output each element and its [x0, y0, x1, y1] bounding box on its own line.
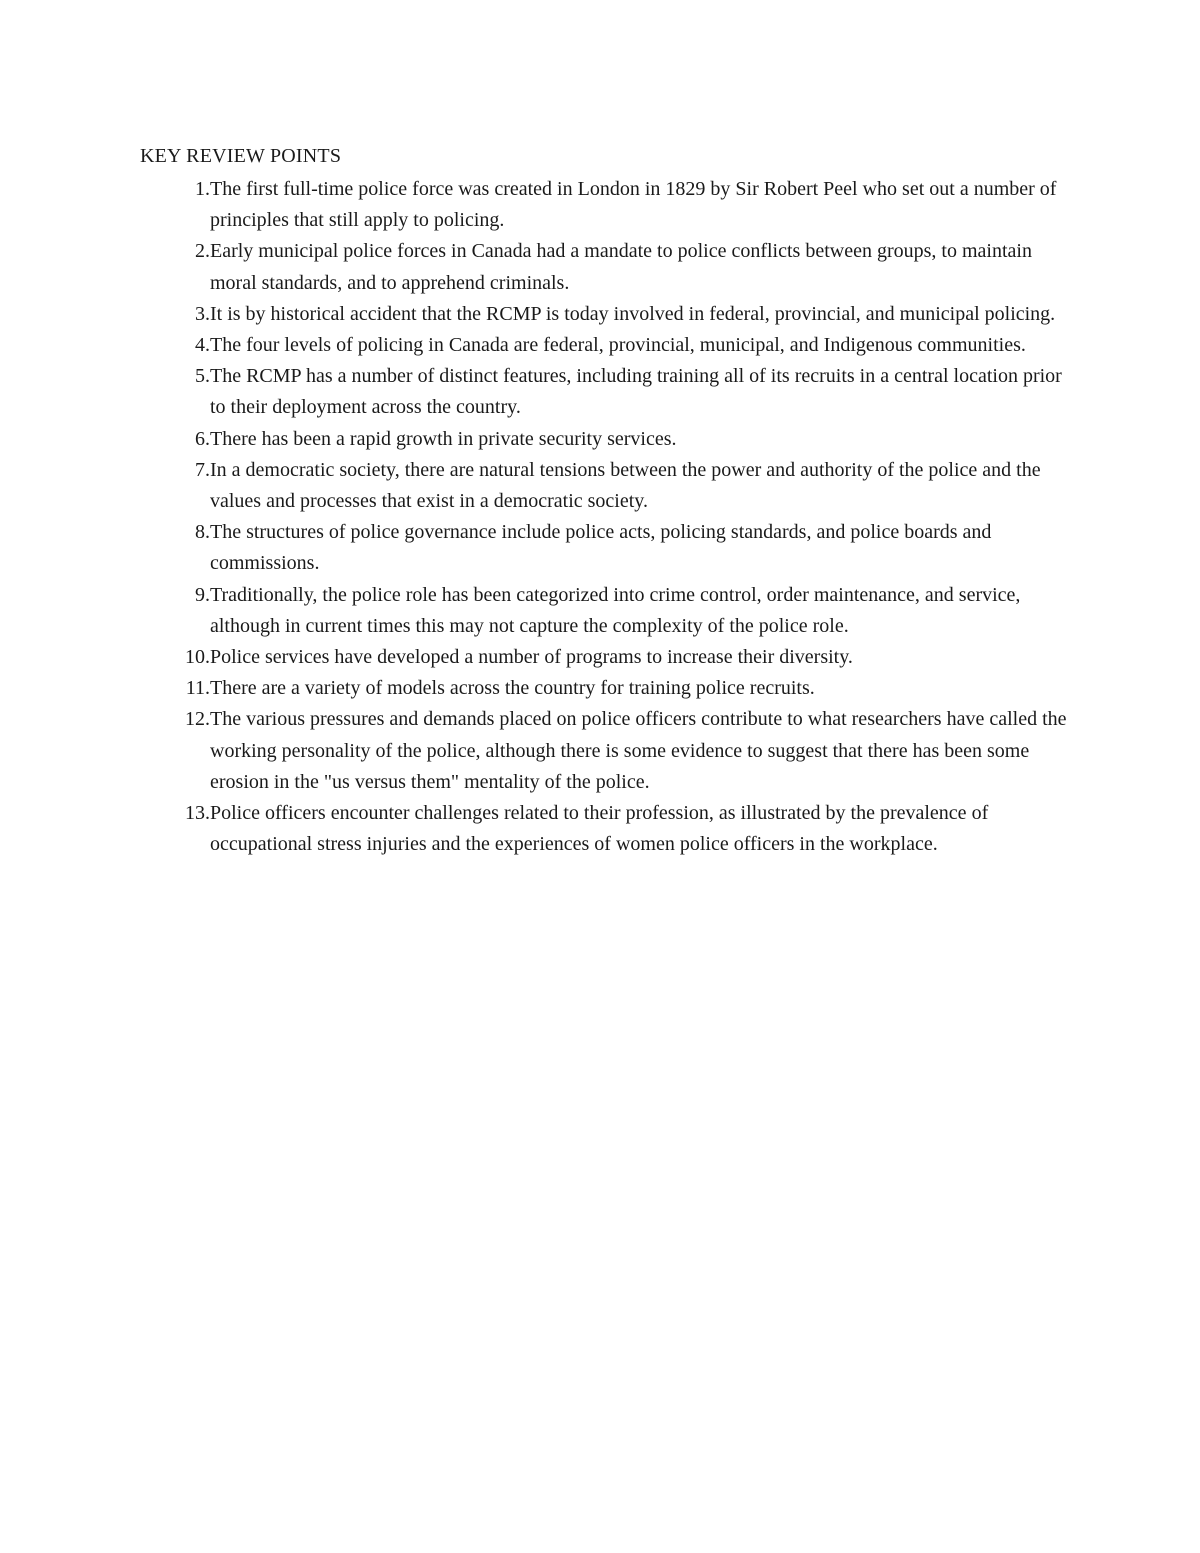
- item-text: Traditionally, the police role has been categorized into crime control, order maintenance, and service, although in current times this may not capture the complexity of the police role.: [210, 583, 1021, 637]
- list-item: [140, 236, 1070, 298]
- item-number: 6.: [195, 427, 210, 450]
- item-text: There has been a rapid growth in private security services.: [210, 427, 677, 450]
- item-number: 10.: [185, 646, 210, 669]
- item-number: 5.: [195, 365, 210, 388]
- item-number: 3.: [195, 302, 210, 325]
- item-number: 4.: [195, 334, 210, 357]
- list-item: [140, 517, 1070, 579]
- item-text: There are a variety of models across the country for training police recruits.: [210, 677, 815, 700]
- list-item: [140, 424, 1070, 455]
- list-item: [140, 580, 1070, 642]
- item-text: The first full-time police force was created in London in 1829 by Sir Robert Peel who set out a number of principles that still apply to policing.: [210, 178, 1057, 232]
- item-number: 11.: [185, 677, 210, 700]
- item-number: 8.: [195, 521, 210, 544]
- item-text: The four levels of policing in Canada are federal, provincial, municipal, and Indigenous communities.: [210, 334, 1026, 357]
- item-number: 7.: [195, 458, 210, 481]
- review-points-list: [140, 174, 1070, 860]
- item-number: 2.: [195, 240, 210, 263]
- item-text: The RCMP has a number of distinct features, including training all of its recruits in a central location prior to their deployment across the country.: [210, 365, 1062, 419]
- item-number: 12.: [185, 708, 210, 731]
- item-text: Police services have developed a number of programs to increase their diversity.: [210, 646, 853, 669]
- item-text: Police officers encounter challenges related to their profession, as illustrated by the prevalence of occupational stress injuries and the experiences of women police officers in the workplace.: [210, 802, 989, 856]
- item-text: The various pressures and demands placed on police officers contribute to what researchers have called the working personality of the police, although there is some evidence to suggest that there has been some erosion in the "us versus them" mentality of the police.: [210, 708, 1067, 793]
- item-number: 13.: [185, 802, 210, 825]
- item-text: It is by historical accident that the RCMP is today involved in federal, provincial, and municipal policing.: [210, 302, 1056, 325]
- item-text: In a democratic society, there are natural tensions between the power and authority of the police and the values and processes that exist in a democratic society.: [210, 458, 1041, 513]
- item-number: 1.: [195, 178, 210, 200]
- item-number: 9.: [195, 583, 210, 606]
- list-item: [140, 704, 1070, 798]
- list-item: [140, 330, 1070, 361]
- list-item: [140, 299, 1070, 330]
- list-item: [140, 642, 1070, 673]
- list-item: [140, 798, 1070, 860]
- list-item: [140, 455, 1070, 517]
- item-text: The structures of police governance include police acts, policing standards, and police boards and commissions.: [210, 521, 992, 575]
- document-heading: KEY REVIEW POINTS: [140, 145, 342, 167]
- item-text: Early municipal police forces in Canada had a mandate to police conflicts between groups, to maintain moral standards, and to apprehend criminals.: [210, 240, 1032, 294]
- list-item: [140, 673, 1070, 704]
- list-item: [140, 174, 1070, 236]
- list-item: [140, 361, 1070, 423]
